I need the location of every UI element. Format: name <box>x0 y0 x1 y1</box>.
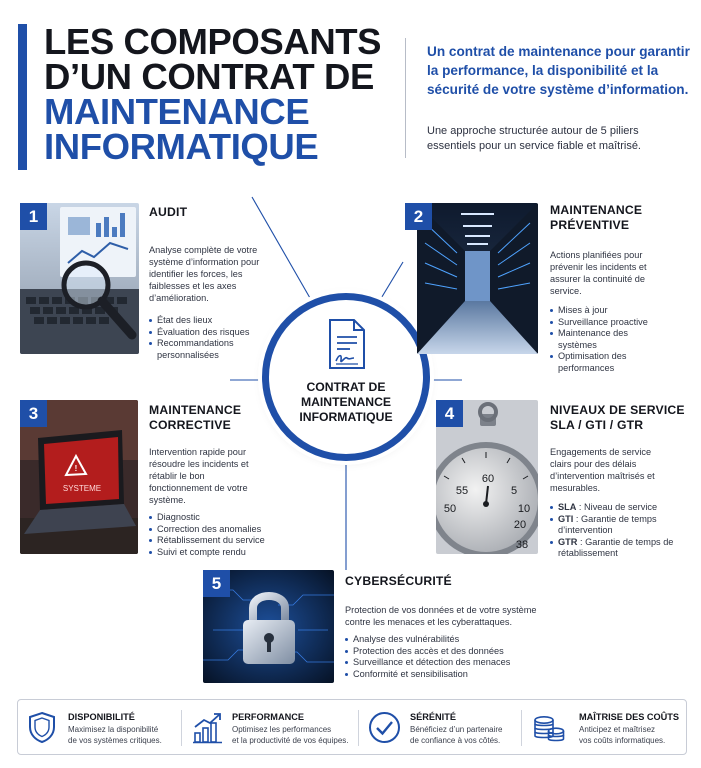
list-item: Rétablissement du service <box>149 535 269 547</box>
footer-divider <box>181 710 182 746</box>
benefit-text-line: Bénéficiez d’un partenaire <box>410 725 503 734</box>
list-item: État des lieux <box>149 315 261 327</box>
benefit-title: SÉRÉNITÉ <box>410 712 456 722</box>
dial-label: 20 <box>513 519 527 531</box>
center-label-line: INFORMATIQUE <box>299 410 393 424</box>
benefit-text <box>232 725 349 746</box>
dial-label: 5 <box>510 485 518 497</box>
list-item: Correction des anomalies <box>149 524 269 536</box>
svg-text:!: ! <box>74 464 78 473</box>
server-room-image <box>417 203 538 354</box>
title-line: D’UN CONTRAT DE <box>44 56 374 97</box>
list-item: Optimisation des performances <box>550 351 668 374</box>
section-bullets <box>550 502 678 560</box>
term-definition: : Niveau de service <box>576 502 658 512</box>
section-bullets <box>149 315 261 361</box>
section-description: Actions planifiées pour prévenir les incidents et assurer la continuité de service. <box>550 250 647 296</box>
section-title: AUDIT <box>149 205 188 219</box>
benefit-text-line: et la productivité de vos équipes. <box>232 735 349 745</box>
center-label-line: MAINTENANCE <box>300 395 392 409</box>
benefit-text-line: de vos systèmes critiques. <box>68 735 162 745</box>
list-item: Recommandations personnalisées <box>149 338 261 361</box>
section-title <box>550 403 685 433</box>
dial-label: 60 <box>481 473 495 485</box>
section-bullets <box>149 512 269 558</box>
section-title <box>149 403 241 433</box>
section-bullets <box>550 305 668 374</box>
dial-label: 38 <box>515 539 529 551</box>
check-circle-icon <box>368 711 401 744</box>
section-title-line: MAINTENANCE <box>550 203 643 217</box>
section-description: Protection de vos données et de votre système contre les menaces et les cyberattaques. <box>345 605 537 627</box>
section-title: CYBERSÉCURITÉ <box>345 574 452 588</box>
section-description: Intervention rapide pour résoudre les incidents et rétablir le bon fonctionnement de votre système. <box>149 447 249 505</box>
shield-icon <box>28 711 56 744</box>
list-item: Surveillance proactive <box>550 317 668 329</box>
benefit-text-line: Anticipez et maîtrisez <box>579 725 656 734</box>
intro-text: Une approche structurée autour de 5 piliers essentiels pour un service fiable et maîtrisé. <box>427 125 641 152</box>
section-title-line: CORRECTIVE <box>149 418 231 432</box>
section-title <box>550 203 642 233</box>
dial-label: 55 <box>455 485 469 497</box>
section-description: Engagements de service clairs pour des délais d’intervention maîtrisés et mesurables. <box>550 447 655 493</box>
benefits-footer <box>17 699 687 755</box>
list-item: Surveillance et détection des menaces <box>345 657 545 669</box>
benefit-text-line: Maximisez la disponibilité <box>68 725 159 734</box>
list-item: Diagnostic <box>149 512 269 524</box>
list-item: Conformité et sensibilisation <box>345 669 545 681</box>
screen-text: SYSTEME <box>62 484 102 493</box>
list-item: Évaluation des risques <box>149 327 261 339</box>
center-label <box>262 380 430 425</box>
term: GTR <box>558 536 578 547</box>
section-title-line: PRÉVENTIVE <box>550 218 630 232</box>
benefit-text-line: de confiance à vos côtés. <box>410 735 501 745</box>
benefit-title: MAÎTRISE DES COÛTS <box>579 712 680 722</box>
term: GTI <box>558 513 574 524</box>
title-line: MAINTENANCE <box>44 91 310 132</box>
benefit-title: PERFORMANCE <box>232 712 304 722</box>
list-item: Maintenance des systèmes <box>550 328 668 351</box>
section-title-line: NIVEAUX DE SERVICE <box>550 403 685 417</box>
title-line: LES COMPOSANTS <box>44 21 382 62</box>
coins-icon <box>532 711 566 744</box>
benefit-text-line: vos coûts informatiques. <box>579 735 666 745</box>
title-line: INFORMATIQUE <box>44 126 319 167</box>
benefit-text <box>410 725 503 746</box>
list-item: Analyse des vulnérabilités <box>345 634 545 646</box>
benefit-text-line: Optimisez les performances <box>232 725 332 734</box>
benefit-text <box>579 725 665 746</box>
section-number-badge: 4 <box>436 400 463 427</box>
document-signature-icon <box>328 318 366 370</box>
footer-divider <box>521 710 522 746</box>
section-title-line: SLA / GTI / GTR <box>550 418 644 432</box>
term-definition: : Garantie de temps d’intervention <box>558 513 657 535</box>
section-number-badge: 3 <box>20 400 47 427</box>
footer-divider <box>358 710 359 746</box>
benefit-title: DISPONIBILITÉ <box>68 712 135 722</box>
section-number-badge: 1 <box>20 203 47 230</box>
list-item: Protection des accès et des données <box>345 646 545 658</box>
list-item: Mises à jour <box>550 305 668 317</box>
growth-chart-icon <box>192 711 224 744</box>
list-item <box>550 537 678 560</box>
list-item <box>550 502 678 514</box>
section-title-line: MAINTENANCE <box>149 403 242 417</box>
intro-heading: Un contrat de maintenance pour garantir la performance, la disponibilité et la sécurité de votre système d’information. <box>427 44 690 97</box>
section-bullets <box>345 634 545 680</box>
dial-label: 10 <box>517 503 531 515</box>
benefit-text <box>68 725 162 746</box>
list-item: Suivi et compte rendu <box>149 547 269 559</box>
center-label-line: CONTRAT DE <box>306 380 386 394</box>
list-item <box>550 514 678 537</box>
term-definition: : Garantie de temps de rétablissement <box>558 536 674 558</box>
section-description: Analyse complète de votre système d’information pour identifier les forces, les faiblesses et les axes d’amélioration. <box>149 245 260 303</box>
dial-label: 50 <box>443 503 457 515</box>
section-number-badge: 5 <box>203 570 230 597</box>
term: SLA <box>558 502 577 512</box>
section-number-badge: 2 <box>405 203 432 230</box>
